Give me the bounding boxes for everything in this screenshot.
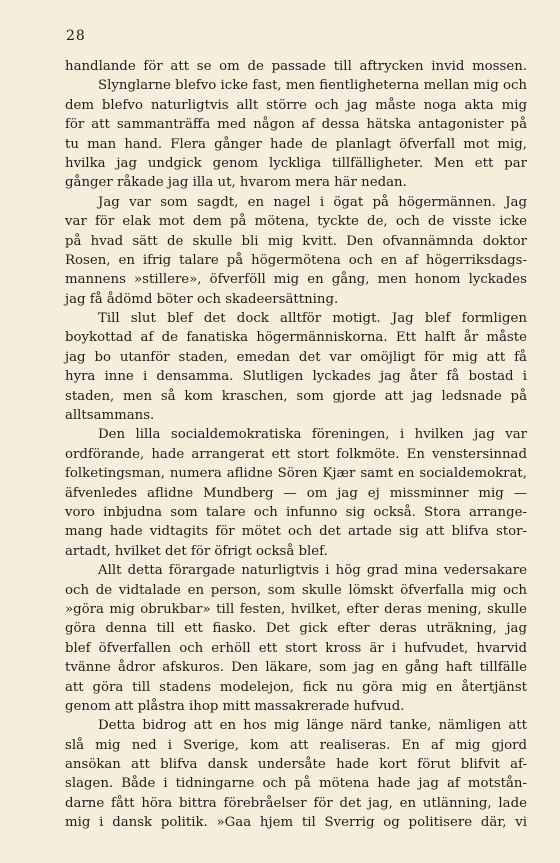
text-line: mig i dansk politik. »Gaa hjem til Sverrig og politisere där, vi bbox=[65, 815, 527, 831]
text-line: boykottad af de fanatiska högermänniskorna. Ett halft år måste bbox=[65, 330, 527, 346]
text-line: Rosen, en ifrig talare på högermötena och en af högerriksdags- bbox=[65, 252, 527, 268]
text-line: blef öfverfallen och erhöll ett stort kross är i hufvudet, hvarvid bbox=[65, 640, 527, 656]
text-line: genom att plåstra ihop mitt massakrerade hufvud. bbox=[65, 698, 405, 714]
text-line: äfvenledes aflidne Mundberg — om jag ej missminner mig — bbox=[65, 485, 527, 501]
text-line: gånger råkade jag illa ut, hvarom mera här nedan. bbox=[65, 175, 407, 191]
text-line: på hvad sätt de skulle bli mig kvitt. Den ofvannämnda doktor bbox=[65, 233, 527, 249]
text-line: jag få ådömd böter och skadeersättning. bbox=[65, 291, 339, 307]
text-line: Den lilla socialdemokratiska föreningen, i hvilken jag var bbox=[98, 427, 527, 443]
text-line: tvänne ådror afskuros. Den läkare, som jag en gång haft tillfälle bbox=[65, 660, 527, 676]
text-line: att göra till stadens modelejon, fick nu göra mig en återtjänst bbox=[65, 679, 527, 695]
text-line: folketingsman, numera aflidne Sören Kjær samt en socialdemokrat, bbox=[65, 466, 527, 482]
text-line: hyra inne i densamma. Slutligen lyckades jag åter få bostad i bbox=[65, 369, 527, 385]
text-line: Till slut blef det dock alltför motigt. Jag blef formligen bbox=[98, 311, 527, 327]
text-line: handlande för att se om de passade till aftrycken invid mossen. bbox=[65, 59, 527, 74]
text-line: voro inbjudna som talare och infunno sig också. Stora arrange- bbox=[65, 504, 527, 520]
text-line: darne fått höra bittra förebråelser för det jag, en utlänning, lade bbox=[65, 795, 527, 811]
text-line: tu man hand. Flera gånger hade de planlagt öfverfall mot mig, bbox=[65, 136, 527, 152]
text-line: Detta bidrog att en hos mig länge närd tanke, nämligen att bbox=[98, 718, 527, 734]
text-line: ordförande, hade arrangerat ett stort folkmöte. En venstersinnad bbox=[65, 446, 527, 462]
text-line: jag bo utanför staden, emedan det var omöjligt för mig att få bbox=[65, 349, 527, 365]
text-line: var för elak mot dem på mötena, tyckte de, och de visste icke bbox=[65, 214, 527, 230]
body-text bbox=[65, 57, 527, 857]
text-line: och de vidtalade en person, som skulle lömskt öfverfalla mig och bbox=[65, 582, 527, 598]
page-number: 28 bbox=[66, 28, 86, 44]
text-line: »göra mig obrukbar» till festen, hvilket, efter deras mening, skulle bbox=[65, 601, 527, 617]
text-line: alltsammans. bbox=[65, 408, 155, 424]
text-line: Slynglarne blefvo icke fast, men fientligheterna mellan mig och bbox=[98, 78, 527, 94]
text-line: hvilka jag undgick genom lyckliga tillfälligheter. Men ett par bbox=[65, 155, 527, 171]
text-line: Allt detta förargade naturligtvis i hög grad mina vedersakare bbox=[98, 563, 527, 579]
text-line: ansökan att blifva dansk undersåte hade kort förut blifvit af- bbox=[65, 757, 527, 773]
text-line: staden, men så kom kraschen, som gjorde att jag ledsnade på bbox=[65, 388, 527, 404]
text-line: mang hade vidtagits för mötet och det artade sig att blifva stor- bbox=[65, 524, 527, 540]
text-line: slå mig ned i Sverige, kom att realiseras. En af mig gjord bbox=[65, 737, 527, 753]
text-line: slagen. Både i tidningarne och på mötena hade jag af motstån- bbox=[65, 776, 527, 792]
text-line: dem blefvo naturligtvis allt större och jag måste noga akta mig bbox=[65, 97, 527, 113]
text-line: mannens »stillere», öfverföll mig en gång, men honom lyckades bbox=[65, 272, 527, 288]
text-line: för att sammanträffa med någon af dessa hätska antagonister på bbox=[65, 117, 527, 133]
text-line: Jag var som sagdt, en nagel i ögat på högermännen. Jag bbox=[98, 194, 527, 210]
text-line: artadt, hvilket det för öfrigt också blef. bbox=[65, 543, 328, 559]
text-line: göra denna till ett fiasko. Det gick efter deras uträkning, jag bbox=[65, 621, 527, 637]
